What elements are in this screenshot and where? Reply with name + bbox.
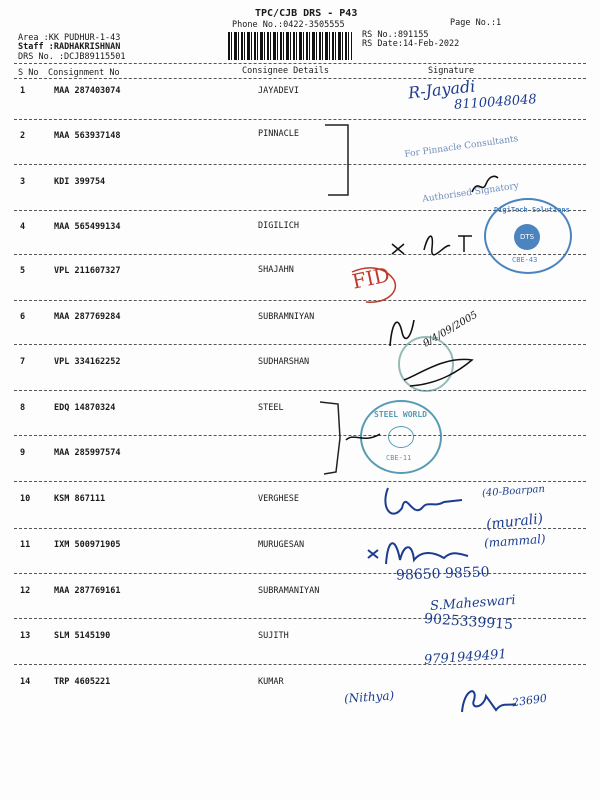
row-consignee: SHAJAHN [258,265,294,275]
signature-verghese [378,478,478,526]
stamp-digitech: DigiTech Solutions DTS CBE-43 [484,198,572,274]
signature-pinnacle [470,174,500,196]
row-consignment: MAA 287403074 [54,86,121,96]
row-consignee: VERGHESE [258,494,299,504]
phone-jayadevi: 8110048048 [453,92,538,113]
phone-sujith: 9791949491 [423,647,508,668]
row-sno: 1 [20,86,26,96]
row-separator [14,435,586,436]
row-consignee: MURUGESAN [258,540,305,550]
row-separator [14,664,586,665]
row-consignment: EDQ 14870324 [54,403,116,413]
stamp-authorised: Authorised Signatory [421,181,520,205]
row-separator [14,573,586,574]
row-consignee: SUJITH [258,631,289,641]
row-sno: 5 [20,266,26,276]
rs-date: RS Date:14-Feb-2022 [362,39,460,49]
header-top-rule [14,63,586,64]
signature-jayadevi: R-Jayadi [407,76,477,103]
stamp-pinnacle: For Pinnacle Consultants [403,134,519,160]
row-consignment: MAA 563937148 [54,131,121,141]
phone-murugesan: 98650 98550 [395,564,490,584]
row-sno: 9 [20,448,26,458]
phone-subramaniyan: 9025339915 [423,610,514,634]
area-label: Area :KK PUDHUR-1-43 [18,33,121,43]
name-mammal: (mammal) [483,531,547,551]
row-consignment: KDI 399754 [54,177,106,187]
row-sno: 8 [20,403,26,413]
name-murali: (murali) [485,511,544,533]
col-consignee: Consignee Details [242,66,329,76]
row-consignee: JAYADEVI [258,86,299,96]
row-sno: 11 [20,540,31,550]
row-sno: 13 [20,631,31,641]
rs-number: RS No.:891155 [362,30,429,40]
number-kumar: 23690 [511,691,548,710]
row-consignee: SUBRAMANIYAN [258,586,320,596]
row-separator [14,119,586,120]
row-consignment: MAA 287769284 [54,312,121,322]
row-consignee: DIGILICH [258,221,299,231]
row-separator [14,300,586,301]
col-sno: S No [18,68,39,78]
row-consignment: KSM 867111 [54,494,106,504]
note-nithya: (Nithya) [343,688,395,706]
col-consignment: Consignment No [48,68,120,78]
row-consignment: TRP 4605221 [54,677,111,687]
barcode [228,32,352,60]
date-note: 9/4/09/2005 [421,309,480,350]
row-sno: 2 [20,131,26,141]
phone-number: Phone No.:0422-3505555 [232,20,345,30]
row-consignment: MAA 565499134 [54,222,121,232]
signature-digilich [388,224,488,260]
doc-title: TPC/CJB DRS - P43 [255,8,358,19]
row-separator [14,164,586,165]
row-sno: 3 [20,177,26,187]
row-consignment: IXM 500971905 [54,540,121,550]
row-sno: 4 [20,222,26,232]
staff-label: Staff :RADHAKRISHNAN [18,42,121,52]
row-consignment: VPL 334162252 [54,357,121,367]
signature-sudharshan [400,350,480,390]
note-fid: FID [349,262,392,294]
row-consignee: SUBRAMNIYAN [258,312,315,322]
row-separator [14,390,586,391]
row-consignment: SLM 5145190 [54,631,111,641]
header-bottom-rule [14,78,586,79]
row-sno: 10 [20,494,31,504]
row-consignee: PINNACLE [258,129,299,139]
row-consignee: KUMAR [258,677,284,687]
row-sno: 7 [20,357,26,367]
drs-number: DRS No. :DCJB89115501 [18,52,126,62]
row-separator [14,344,586,345]
bracket-mark [320,120,360,200]
page-number: Page No.:1 [450,18,502,28]
note-verghese: (40-Boarpan [481,483,546,500]
row-consignee: SUDHARSHAN [258,357,310,367]
name-maheswari: S.Maheswari [429,593,517,614]
row-sno: 14 [20,677,31,687]
signature-steel [344,424,384,448]
row-consignment: MAA 287769161 [54,586,121,596]
row-consignment: VPL 211607327 [54,266,121,276]
red-scribble [346,262,416,312]
row-consignee: STEEL [258,403,284,413]
row-separator [14,481,586,482]
stamp-steel-world: STEEL WORLD CBE-11 [360,400,442,474]
col-signature: Signature [428,66,475,76]
row-sno: 6 [20,312,26,322]
row-consignment: MAA 285997574 [54,448,121,458]
row-sno: 12 [20,586,31,596]
